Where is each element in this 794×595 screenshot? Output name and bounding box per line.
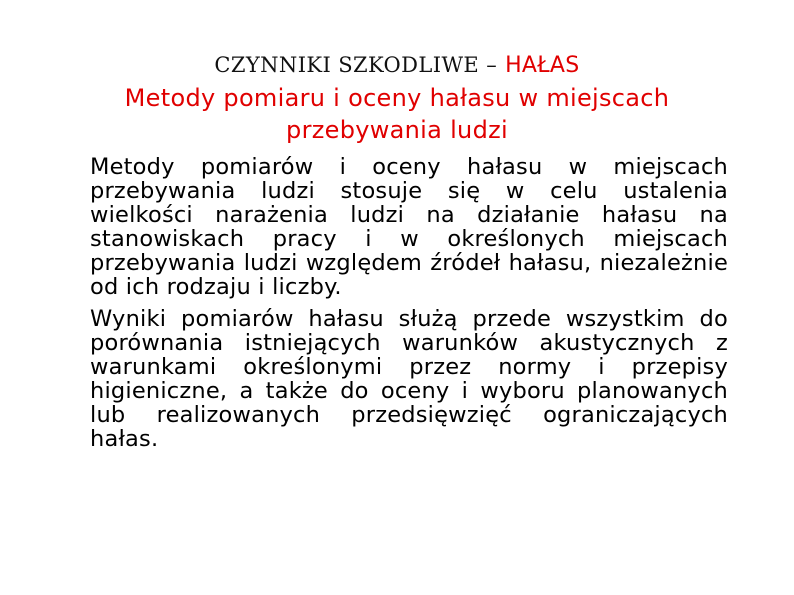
paragraph-2: Wyniki pomiarów hałasu służą przede wszystkim do porównania istniejących warunków akustycznych z warunkami określonymi przez normy i przepisy higieniczne, a także do oceny i wyboru planowanych lub realizowanych przedsięwzięć ograniczających hałas. — [90, 306, 728, 452]
title-red-part: HAŁAS — [505, 53, 580, 78]
slide-title — [60, 48, 734, 146]
title-line-2: Metody pomiaru i oceny hałasu w miejscach — [124, 84, 670, 112]
title-serif-part: CZYNNIKI SZKODLIWE – — [214, 53, 498, 77]
slide-body — [90, 155, 728, 451]
title-line-3: przebywania ludzi — [286, 116, 508, 144]
title-line-1 — [60, 48, 734, 82]
paragraph-1: Metody pomiarów i oceny hałasu w miejscach przebywania ludzi stosuje się w celu ustalenia wielkości narażenia ludzi na działanie hałasu na stanowiskach pracy i w określonych miejscach przebywania ludzi względem źródeł hałasu, niezależnie od ich rodzaju i liczby. — [90, 154, 728, 300]
